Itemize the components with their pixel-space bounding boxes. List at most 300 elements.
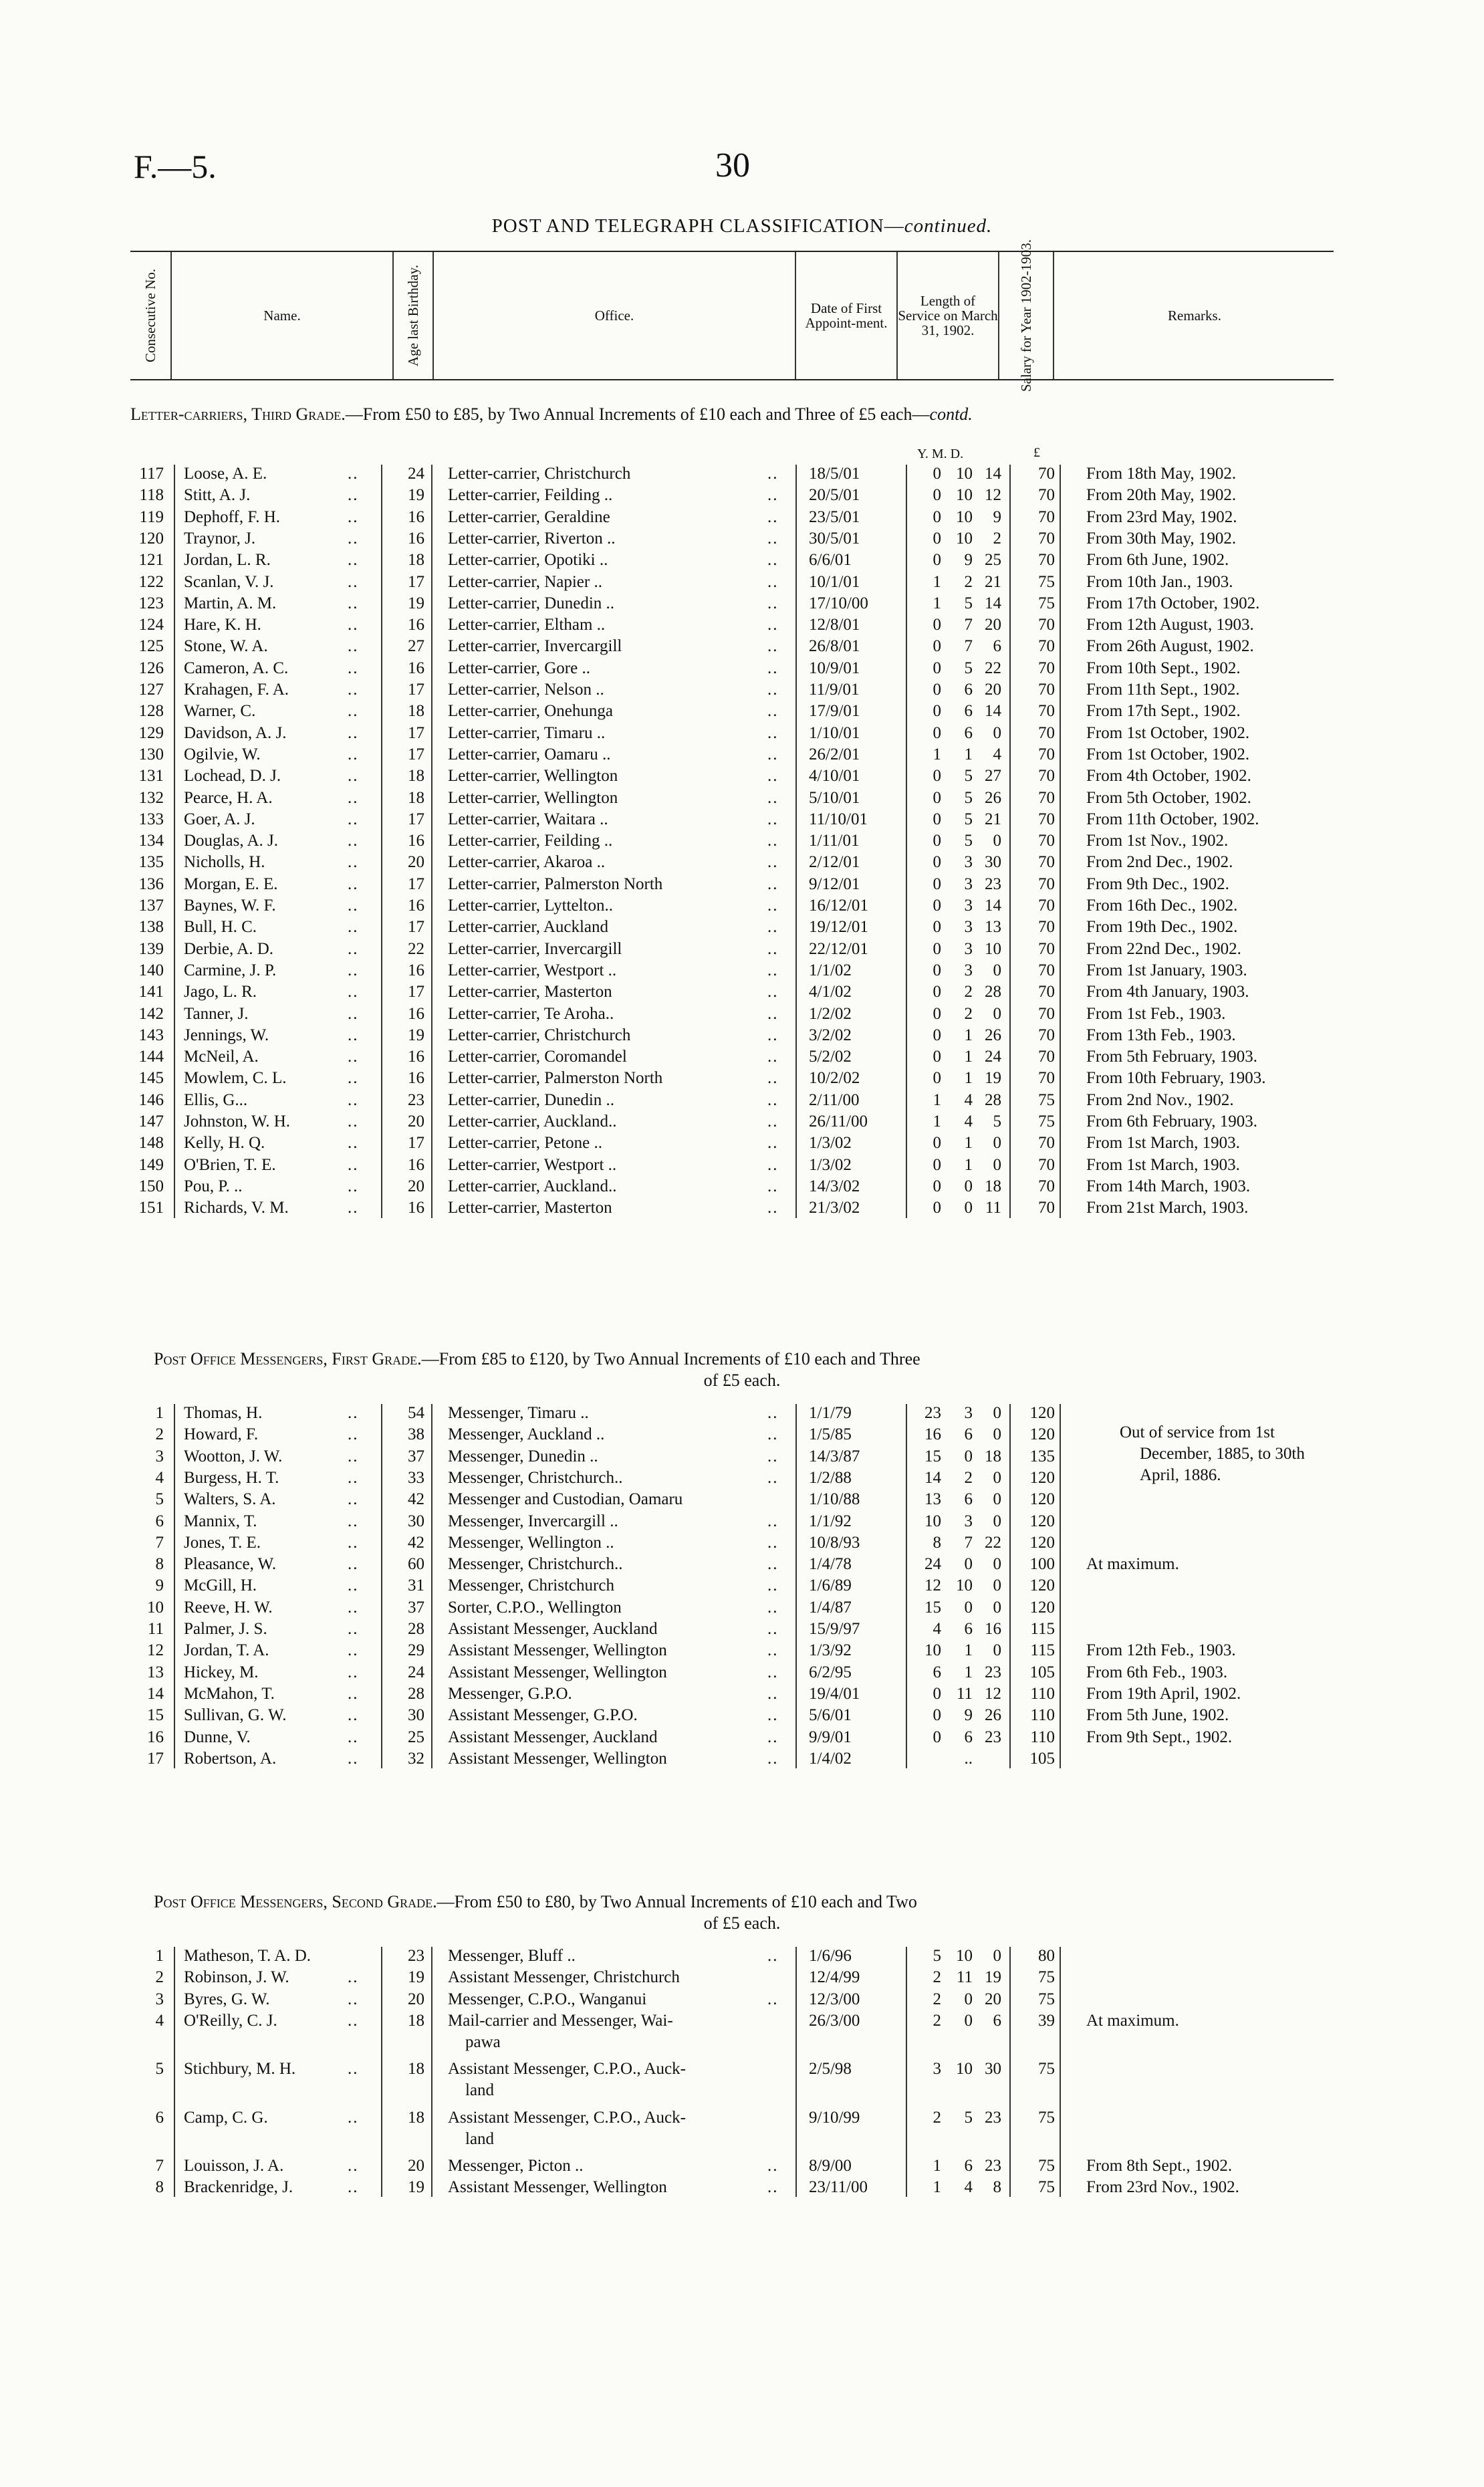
- cell-d2: ..: [767, 1947, 779, 1965]
- cell-age: 37: [408, 1447, 424, 1465]
- cell-date: 26/11/00: [809, 1112, 868, 1131]
- cell-date: 11/9/01: [809, 681, 860, 699]
- cell-name: Burgess, H. T.: [184, 1468, 279, 1487]
- table-row: [127, 765, 1484, 787]
- cell-d1: ..: [348, 1533, 359, 1552]
- cell-date: 5/10/01: [809, 788, 860, 807]
- cell-no: 12: [147, 1641, 164, 1660]
- cell-office: Letter-carrier, Riverton ..: [448, 529, 616, 548]
- cell-y: 0: [933, 1026, 941, 1044]
- cell-name: Wootton, J. W.: [184, 1447, 283, 1465]
- cell-date: 10/9/01: [809, 659, 860, 677]
- cell-d1: ..: [348, 1598, 359, 1617]
- cell-sal: 70: [1038, 1004, 1055, 1023]
- cell-y: 1: [933, 572, 941, 591]
- cell-d1: ..: [348, 723, 359, 742]
- cell-d2: ..: [767, 1533, 779, 1552]
- cell-m: 7: [964, 1533, 973, 1552]
- cell-d1: ..: [348, 572, 359, 591]
- cell-sal: 120: [1029, 1576, 1055, 1595]
- cell-sal: 70: [1038, 551, 1055, 570]
- cell-no: 5: [155, 1490, 164, 1509]
- cell-no: 131: [138, 767, 164, 786]
- cell-d1: ..: [348, 1990, 359, 2008]
- cell-office: Assistant Messenger, Auckland: [448, 1620, 658, 1638]
- cell-sal: 75: [1038, 2108, 1055, 2127]
- cell-rem: From 1st Feb., 1903.: [1086, 1004, 1226, 1023]
- cell-y: 0: [933, 853, 941, 872]
- cell-name: Reeve, H. W.: [184, 1598, 273, 1617]
- cell-rem: From 11th Sept., 1902.: [1086, 681, 1240, 699]
- cell-name: Warner, C.: [184, 702, 256, 721]
- cell-office: Assistant Messenger, Auckland: [448, 1728, 658, 1746]
- cell-no: 133: [138, 810, 164, 828]
- cell-rem: From 1st Nov., 1902.: [1086, 832, 1229, 850]
- cell-d2: ..: [767, 961, 779, 979]
- cell-name: Goer, A. J.: [184, 810, 255, 828]
- cell-age: 37: [408, 1598, 424, 1617]
- cell-age: 17: [408, 681, 424, 699]
- cell-m: 3: [964, 939, 973, 958]
- cell-d2: ..: [767, 1620, 779, 1638]
- cell-m: 2: [964, 983, 973, 1001]
- cell-office: Messenger, Christchurch..: [448, 1555, 623, 1574]
- cell-m: 10: [956, 486, 973, 505]
- cell-m: 6: [964, 1490, 973, 1509]
- cell-office: Messenger, Picton ..: [448, 2156, 584, 2175]
- cell-no: 117: [139, 465, 164, 483]
- cell-d1: ..: [348, 2108, 359, 2127]
- cell-name: Johnston, W. H.: [184, 1112, 291, 1131]
- cell-m: 6: [964, 681, 973, 699]
- cell-d2: ..: [767, 507, 779, 526]
- cell-date: 10/1/01: [809, 572, 860, 591]
- cell-d2: ..: [767, 465, 779, 483]
- cell-age: 17: [408, 918, 424, 937]
- cell-y: 0: [933, 939, 941, 958]
- column-rule: [1060, 1404, 1061, 1768]
- cell-rem: From 5th October, 1902.: [1086, 788, 1251, 807]
- cell-date: 15/9/97: [809, 1620, 860, 1638]
- cell-age: 54: [408, 1404, 424, 1422]
- cell-age: 19: [408, 486, 424, 505]
- table-row: [127, 1683, 1484, 1705]
- header-office: Office.: [594, 307, 634, 324]
- cell-age: 23: [408, 1090, 424, 1109]
- cell-office: Letter-carrier, Lyttelton..: [448, 897, 613, 915]
- cell-y: 0: [933, 1134, 941, 1153]
- cell-no: 141: [138, 983, 164, 1001]
- cell-d2: ..: [767, 551, 779, 570]
- cell-d1: ..: [348, 939, 359, 958]
- cell-name: Robertson, A.: [184, 1749, 277, 1768]
- cell-dd: 13: [985, 918, 1001, 937]
- cell-dd: 2: [993, 529, 1001, 548]
- cell-age: 20: [408, 1112, 424, 1131]
- cell-date: 26/3/00: [809, 2011, 860, 2030]
- cell-date: 2/11/00: [809, 1090, 860, 1109]
- cell-office: Letter-carrier, Akaroa ..: [448, 853, 606, 872]
- cell-sal: 70: [1038, 745, 1055, 763]
- cell-no: 138: [138, 918, 164, 937]
- cell-dd: 24: [985, 1048, 1001, 1066]
- cell-date: 26/8/01: [809, 637, 860, 656]
- cell-date: 3/2/02: [809, 1026, 852, 1044]
- cell-m: 5: [964, 832, 973, 850]
- table-row: [127, 614, 1484, 636]
- cell-rem: From 19th Dec., 1902.: [1086, 918, 1238, 937]
- cell-dd: 27: [985, 767, 1001, 786]
- cell-rem: From 22nd Dec., 1902.: [1086, 939, 1241, 958]
- cell-dd: 26: [985, 788, 1001, 807]
- cell-name: Pleasance, W.: [184, 1555, 277, 1574]
- cell-no: 11: [147, 1620, 164, 1638]
- cell-name: McMahon, T.: [184, 1684, 275, 1703]
- cell-m: 3: [964, 918, 973, 937]
- cell-no: 128: [138, 702, 164, 721]
- cell-age: 42: [408, 1533, 424, 1552]
- cell-rem: From 5th February, 1903.: [1086, 1048, 1257, 1066]
- column-rule: [381, 1404, 382, 1768]
- cell-no: 126: [138, 659, 164, 677]
- cell-date: 14/3/87: [809, 1447, 860, 1465]
- cell-no: 135: [138, 853, 164, 872]
- cell-y: 0: [933, 529, 941, 548]
- cell-sal: 75: [1038, 2060, 1055, 2079]
- cell-sal: 70: [1038, 529, 1055, 548]
- cell-d2: ..: [767, 1468, 779, 1487]
- table-row: [127, 1068, 1484, 1089]
- cell-age: 16: [408, 1155, 424, 1174]
- cell-y: 2: [933, 2108, 941, 2127]
- table-row: [127, 507, 1484, 528]
- cell-y: 0: [933, 681, 941, 699]
- cell-y: 24: [924, 1555, 941, 1574]
- cell-no: 127: [138, 681, 164, 699]
- cell-m: 9: [964, 1706, 973, 1725]
- cell-rem: From 5th June, 1902.: [1086, 1706, 1229, 1725]
- cell-name: McNeil, A.: [184, 1048, 259, 1066]
- table-row: [127, 981, 1484, 1003]
- cell-dd: 18: [985, 1177, 1001, 1195]
- cell-d2: ..: [767, 1555, 779, 1574]
- table-row: [127, 2177, 1484, 2198]
- cell-name: Lochead, D. J.: [184, 767, 281, 786]
- cell-name: O'Reilly, C. J.: [184, 2011, 277, 2030]
- cell-dd: 23: [985, 874, 1001, 893]
- cell-age: 27: [408, 637, 424, 656]
- cell-m: 6: [964, 723, 973, 742]
- cell-no: 2: [155, 1968, 164, 1987]
- cell-rem: From 20th May, 1902.: [1086, 486, 1237, 505]
- cell-office-cont: land: [465, 2081, 495, 2100]
- cell-m: 0: [964, 2011, 973, 2030]
- cell-age: 16: [408, 897, 424, 915]
- cell-y: 15: [924, 1598, 941, 1617]
- cell-d1: ..: [348, 2060, 359, 2079]
- cell-d2: ..: [767, 637, 779, 656]
- cell-y: 6: [933, 1663, 941, 1681]
- cell-y: 16: [924, 1425, 941, 1444]
- cell-d1: ..: [348, 529, 359, 548]
- cell-dd: 30: [985, 2060, 1001, 2079]
- cell-y: 0: [933, 1069, 941, 1088]
- cell-d1: ..: [348, 616, 359, 634]
- cell-dd: 28: [985, 1090, 1001, 1109]
- cell-no: 3: [155, 1990, 164, 2008]
- cell-d2: ..: [767, 1090, 779, 1109]
- cell-office: Letter-carrier, Petone ..: [448, 1134, 603, 1153]
- cell-dd: 0: [993, 1004, 1001, 1023]
- cell-y: 0: [933, 702, 941, 721]
- cell-no: 148: [138, 1134, 164, 1153]
- cell-no: 7: [155, 1533, 164, 1552]
- table-row: [127, 593, 1484, 614]
- cell-age: 24: [408, 1663, 424, 1681]
- cell-d1: ..: [348, 897, 359, 915]
- cell-age: 19: [408, 594, 424, 612]
- cell-m: 5: [964, 2108, 973, 2127]
- table-row: [127, 895, 1484, 917]
- cell-d2: ..: [767, 659, 779, 677]
- section-heading-letter-carriers: Letter-carriers, Third Grade.—From £50 to £85, by Two Annual Increments of £10 each and Three of £5 each—contd.: [130, 404, 973, 424]
- cell-name: Traynor, J.: [184, 529, 256, 548]
- cell-d2: ..: [767, 1004, 779, 1023]
- cell-m: 6: [964, 1728, 973, 1746]
- cell-sal: 70: [1038, 767, 1055, 786]
- table-row: [127, 1197, 1484, 1219]
- cell-name: Palmer, J. S.: [184, 1620, 267, 1638]
- cell-rem: From 10th February, 1903.: [1086, 1069, 1266, 1088]
- cell-date: 1/10/88: [809, 1490, 860, 1509]
- cell-d2: ..: [767, 594, 779, 612]
- cell-dd: 20: [985, 681, 1001, 699]
- cell-date: 5/2/02: [809, 1048, 852, 1066]
- cell-rem: From 30th May, 1902.: [1086, 529, 1237, 548]
- cell-date: 19/4/01: [809, 1684, 860, 1703]
- cell-y: 0: [933, 810, 941, 828]
- cell-no: 17: [147, 1749, 164, 1768]
- cell-sal: 70: [1038, 1177, 1055, 1195]
- cell-y: 0: [933, 874, 941, 893]
- cell-y: 2: [933, 2011, 941, 2030]
- cell-date: 22/12/01: [809, 939, 868, 958]
- cell-age: 31: [408, 1576, 424, 1595]
- section-heading-first-grade: Post Office Messengers, First Grade.—From £85 to £120, by Two Annual Increments of £10 each and Three: [154, 1349, 920, 1369]
- cell-d2: ..: [767, 1447, 779, 1465]
- cell-d2: ..: [767, 874, 779, 893]
- table-row: [127, 572, 1484, 593]
- cell-age: 16: [408, 1048, 424, 1066]
- cell-d1: ..: [348, 1134, 359, 1153]
- cell-y: 1: [933, 1112, 941, 1131]
- cell-rem: From 2nd Dec., 1902.: [1086, 853, 1233, 872]
- cell-date: 1/2/02: [809, 1004, 852, 1023]
- cell-rem: From 4th October, 1902.: [1086, 767, 1251, 786]
- cell-d2: ..: [767, 983, 779, 1001]
- cell-name: Dephoff, F. H.: [184, 507, 281, 526]
- cell-no: 121: [138, 551, 164, 570]
- cell-rem: From 1st March, 1903.: [1086, 1155, 1240, 1174]
- cell-d2: ..: [767, 939, 779, 958]
- cell-name: Loose, A. E.: [184, 465, 267, 483]
- cell-date: 12/8/01: [809, 616, 860, 634]
- column-rule: [174, 1947, 175, 2197]
- cell-name: Jones, T. E.: [184, 1533, 261, 1552]
- cell-name: Richards, V. M.: [184, 1199, 289, 1217]
- cell-m: 6: [964, 702, 973, 721]
- cell-no: 7: [155, 2156, 164, 2175]
- cell-d2: ..: [767, 1728, 779, 1746]
- cell-dd: 20: [985, 616, 1001, 634]
- cell-sal: 70: [1038, 1155, 1055, 1174]
- cell-m: 5: [964, 810, 973, 828]
- cell-sal: 75: [1038, 1112, 1055, 1131]
- cell-no: 119: [139, 507, 164, 526]
- cell-y: 2: [933, 1968, 941, 1987]
- cell-office: Sorter, C.P.O., Wellington: [448, 1598, 622, 1617]
- cell-sal: 75: [1038, 1090, 1055, 1109]
- cell-age: 16: [408, 1069, 424, 1088]
- cell-d2: ..: [767, 1706, 779, 1725]
- table-row: [127, 1597, 1484, 1619]
- cell-name: Stone, W. A.: [184, 637, 268, 656]
- cell-name: Jordan, T. A.: [184, 1641, 269, 1660]
- pound-label: £: [1033, 445, 1040, 460]
- cell-name: Byres, G. W.: [184, 1990, 270, 2008]
- cell-d1: ..: [348, 594, 359, 612]
- cell-name: Walters, S. A.: [184, 1490, 276, 1509]
- cell-name: Matheson, T. A. D.: [184, 1947, 312, 1965]
- cell-d2: ..: [767, 810, 779, 828]
- cell-m: 11: [956, 1684, 973, 1703]
- table-row: [127, 1155, 1484, 1176]
- cell-office: Letter-carrier, Opotiki ..: [448, 551, 608, 570]
- header-date: Date of First Appoint-ment.: [805, 300, 888, 331]
- table-row: [127, 1989, 1484, 2010]
- cell-rem: From 6th February, 1903.: [1086, 1112, 1257, 1131]
- cell-no: 4: [155, 1468, 164, 1487]
- cell-dd: 0: [993, 723, 1001, 742]
- cell-name: Jordan, L. R.: [184, 551, 271, 570]
- cell-m: 3: [964, 853, 973, 872]
- cell-office: Assistant Messenger, C.P.O., Auck-: [448, 2060, 686, 2079]
- table-row: [127, 636, 1484, 657]
- cell-m: 3: [964, 874, 973, 893]
- cell-dd: 21: [985, 572, 1001, 591]
- cell-dd: 19: [985, 1968, 1001, 1987]
- cell-name: Stichbury, M. H.: [184, 2060, 296, 2079]
- cell-date: 16/12/01: [809, 897, 868, 915]
- cell-d2: ..: [767, 702, 779, 721]
- cell-d1: ..: [348, 2178, 359, 2197]
- cell-office: Messenger, Christchurch: [448, 1576, 614, 1595]
- cell-dd: 0: [993, 1947, 1001, 1965]
- cell-no: 4: [155, 2011, 164, 2030]
- cell-no: 139: [138, 939, 164, 958]
- cell-dd: 0: [993, 1641, 1001, 1660]
- cell-d2: ..: [767, 572, 779, 591]
- cell-m: 1: [964, 1641, 973, 1660]
- cell-y: 0: [933, 1155, 941, 1174]
- cell-m: 10: [956, 465, 973, 483]
- cell-dd: 0: [993, 832, 1001, 850]
- cell-age: 16: [408, 659, 424, 677]
- table-row: [127, 1111, 1484, 1133]
- column-rule: [174, 1404, 175, 1768]
- header-consecutive: Consecutive No.: [142, 269, 158, 362]
- cell-d2: ..: [767, 529, 779, 548]
- section-heading-first-grade-line2: of £5 each.: [703, 1371, 781, 1390]
- cell-sal: 120: [1029, 1404, 1055, 1422]
- cell-d2: ..: [767, 1641, 779, 1660]
- cell-no: 123: [138, 594, 164, 612]
- cell-no: 151: [138, 1199, 164, 1217]
- cell-sal: 70: [1038, 874, 1055, 893]
- cell-office: Letter-carrier, Eltham ..: [448, 616, 606, 634]
- cell-date: 23/5/01: [809, 507, 860, 526]
- cell-sal: 70: [1038, 1026, 1055, 1044]
- cell-no: 146: [138, 1090, 164, 1109]
- cell-m: 1: [964, 745, 973, 763]
- cell-no: 130: [138, 745, 164, 763]
- cell-m: ..: [964, 1749, 973, 1768]
- header-remarks: Remarks.: [1168, 307, 1221, 324]
- table-row: [127, 1967, 1484, 1988]
- cell-sal: 70: [1038, 507, 1055, 526]
- cell-name: Sullivan, G. W.: [184, 1706, 287, 1725]
- cell-d1: ..: [348, 1641, 359, 1660]
- cell-m: 1: [964, 1026, 973, 1044]
- cell-office: Messenger, Invercargill ..: [448, 1512, 618, 1530]
- cell-dd: 28: [985, 983, 1001, 1001]
- cell-y: 12: [924, 1576, 941, 1595]
- cell-date: 26/2/01: [809, 745, 860, 763]
- cell-d2: ..: [767, 1069, 779, 1088]
- cell-office: Messenger and Custodian, Oamaru: [448, 1490, 683, 1509]
- cell-dd: 26: [985, 1026, 1001, 1044]
- cell-age: 19: [408, 1026, 424, 1044]
- cell-sal: 75: [1038, 1968, 1055, 1987]
- cell-name: Hare, K. H.: [184, 616, 261, 634]
- cell-m: 3: [964, 1512, 973, 1530]
- cell-dd: 20: [985, 1990, 1001, 2008]
- cell-rem: From 14th March, 1903.: [1086, 1177, 1251, 1195]
- cell-age: 16: [408, 616, 424, 634]
- cell-y: 4: [933, 1620, 941, 1638]
- cell-date: 1/3/02: [809, 1155, 852, 1174]
- cell-name: McGill, H.: [184, 1576, 257, 1595]
- table-row: [127, 1640, 1484, 1661]
- cell-rem: From 17th October, 1902.: [1086, 594, 1260, 612]
- table-row: [127, 1619, 1484, 1640]
- cell-age: 18: [408, 2108, 424, 2127]
- cell-d1: ..: [348, 1706, 359, 1725]
- cell-rem: From 21st March, 1903.: [1086, 1199, 1249, 1217]
- column-rule: [381, 465, 382, 1218]
- table-row: [127, 1727, 1484, 1748]
- cell-office: Messenger, G.P.O.: [448, 1684, 572, 1703]
- cell-m: 10: [956, 1947, 973, 1965]
- cell-d2: ..: [767, 897, 779, 915]
- column-rule: [1060, 1947, 1061, 2197]
- cell-office: Assistant Messenger, Christchurch: [448, 1968, 680, 1987]
- cell-sal: 70: [1038, 810, 1055, 828]
- cell-dd: 23: [985, 2156, 1001, 2175]
- column-rule: [795, 1947, 797, 2197]
- cell-d2: ..: [767, 1425, 779, 1444]
- cell-sal: 70: [1038, 1069, 1055, 1088]
